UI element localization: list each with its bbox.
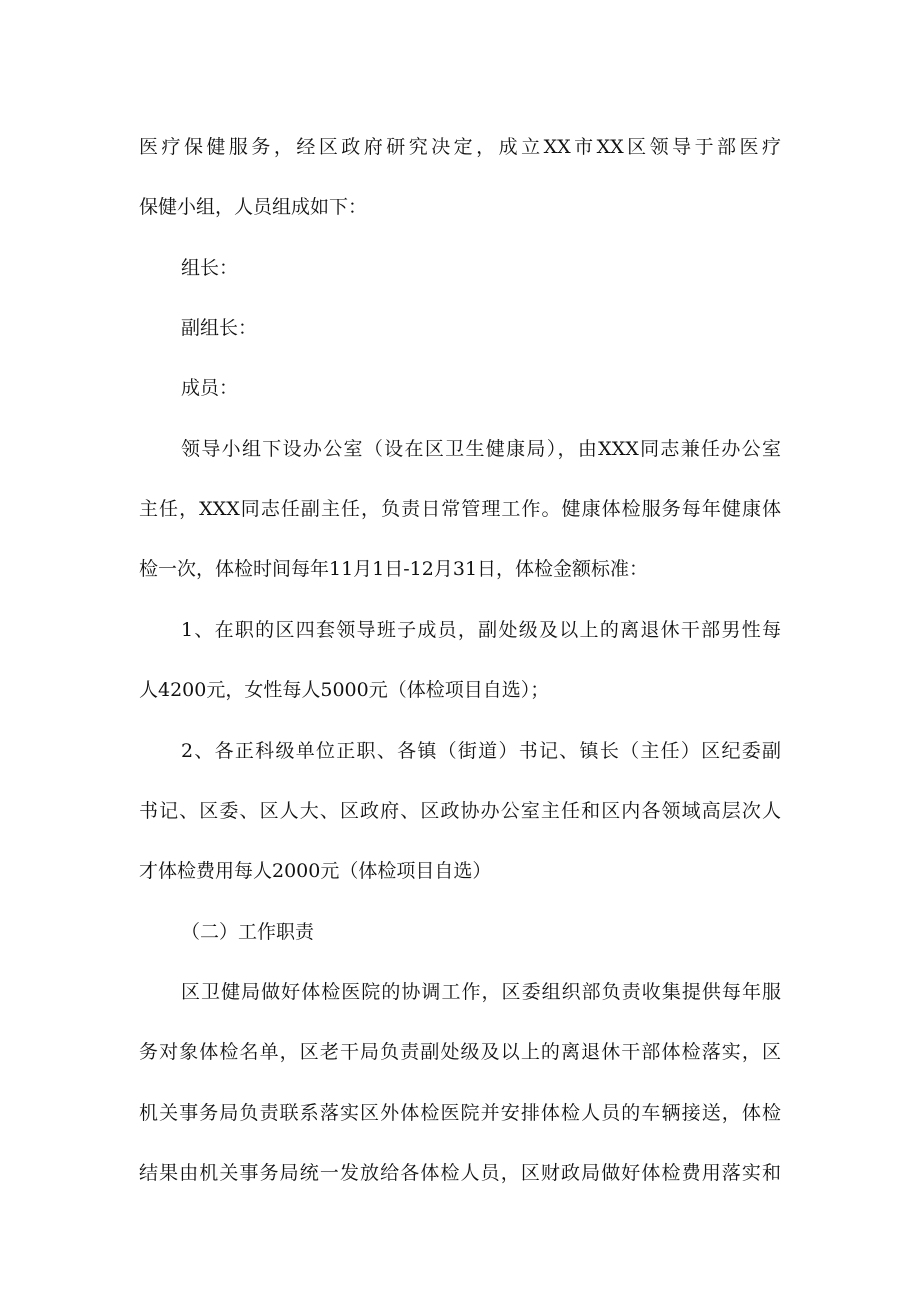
text-line: 副组长：	[181, 317, 258, 339]
text-line: 检一次，体检时间每年11月1日-12月31日，体检金额标准：	[139, 558, 649, 580]
text-line: 医疗保健服务，经区政府研究决定，成立XX市XX区领导于部医疗	[139, 136, 781, 158]
text-line: 书记、区委、区人大、区政府、区政协办公室主任和区内各领域高层次人	[139, 800, 781, 822]
text-line: 主任，XXX同志任副主任，负责日常管理工作。健康体检服务每年健康体	[139, 498, 781, 520]
text-line: 成员：	[181, 377, 239, 399]
text-line: 人4200元，女性每人5000元（体检项目自选）；	[139, 679, 550, 701]
text-line: 保健小组，人员组成如下：	[139, 196, 368, 218]
text-line: 结果由机关事务局统一发放给各体检人员，区财政局做好体检费用落实和	[139, 1162, 781, 1184]
text-line: 务对象体检名单，区老干局负责副处级及以上的离退休干部体检落实，区	[139, 1041, 781, 1063]
text-line: 组长：	[181, 257, 239, 279]
text-line: 2、各正科级单位正职、各镇（街道）书记、镇长（主任）区纪委副	[181, 740, 781, 762]
section-heading: （二）工作职责	[181, 921, 315, 943]
text-line: 机关事务局负责联系落实区外体检医院并安排体检人员的车辆接送，体检	[139, 1102, 781, 1124]
text-line: 1、在职的区四套领导班子成员，副处级及以上的离退休干部男性每	[181, 619, 781, 641]
text-line: 领导小组下设办公室（设在区卫生健康局），由XXX同志兼任办公室	[181, 438, 781, 460]
text-line: 区卫健局做好体检医院的协调工作，区委组织部负责收集提供每年服	[181, 981, 781, 1003]
text-line: 才体检费用每人2000元（体检项目自选）	[139, 860, 492, 882]
